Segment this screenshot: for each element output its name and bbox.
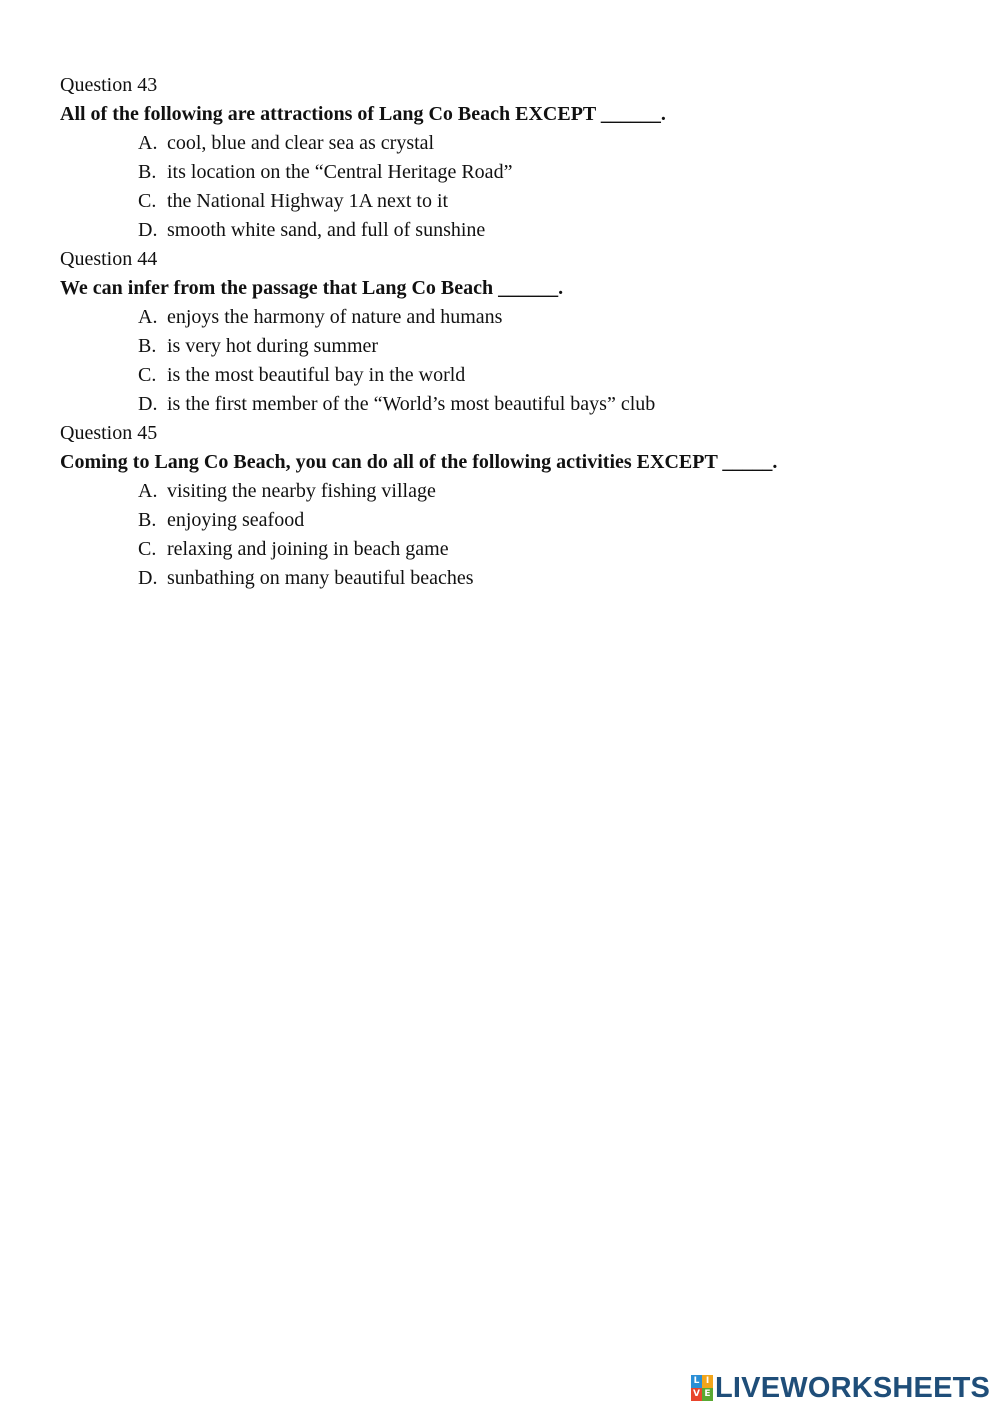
option-letter: A. xyxy=(138,480,158,502)
option-b[interactable] xyxy=(60,506,960,535)
option-text: enjoys the harmony of nature and humans xyxy=(167,306,503,328)
option-c[interactable] xyxy=(60,187,960,216)
liveworksheets-logo-icon xyxy=(691,1375,713,1401)
option-text: relaxing and joining in beach game xyxy=(167,538,449,560)
option-letter: C. xyxy=(138,190,157,212)
option-d[interactable] xyxy=(60,564,960,593)
option-letter: D. xyxy=(138,219,158,241)
option-letter: C. xyxy=(138,364,157,386)
logo-wordmark: LIVEWORKSHEETS xyxy=(715,1372,991,1404)
question-number: Question 44 xyxy=(60,248,158,270)
option-d[interactable] xyxy=(60,216,960,245)
option-text: cool, blue and clear sea as crystal xyxy=(167,132,435,154)
answer-options xyxy=(60,303,960,419)
option-text: enjoying seafood xyxy=(167,509,305,531)
option-letter: A. xyxy=(138,132,158,154)
option-a[interactable] xyxy=(60,303,960,332)
question-44 xyxy=(60,245,960,419)
logo-tile: L xyxy=(691,1375,702,1388)
option-c[interactable] xyxy=(60,361,960,390)
logo-tile: I xyxy=(702,1375,713,1388)
question-stem: We can infer from the passage that Lang Co Beach ______. xyxy=(60,277,564,299)
option-text: sunbathing on many beautiful beaches xyxy=(167,567,474,589)
option-d[interactable] xyxy=(60,390,960,419)
option-text: visiting the nearby fishing village xyxy=(167,480,436,502)
option-letter: A. xyxy=(138,306,158,328)
option-b[interactable] xyxy=(60,158,960,187)
option-letter: B. xyxy=(138,335,157,357)
question-number: Question 45 xyxy=(60,422,158,444)
option-text: smooth white sand, and full of sunshine xyxy=(167,219,486,241)
option-a[interactable] xyxy=(60,129,960,158)
option-text: the National Highway 1A next to it xyxy=(167,190,449,212)
option-a[interactable] xyxy=(60,477,960,506)
question-stem: All of the following are attractions of Lang Co Beach EXCEPT ______. xyxy=(60,103,666,125)
option-b[interactable] xyxy=(60,332,960,361)
question-43 xyxy=(60,71,960,245)
option-text: its location on the “Central Heritage Road” xyxy=(167,161,513,183)
liveworksheets-logo xyxy=(691,1371,990,1405)
logo-tile: V xyxy=(691,1388,702,1401)
question-number: Question 43 xyxy=(60,74,158,96)
option-letter: D. xyxy=(138,567,158,589)
option-letter: B. xyxy=(138,509,157,531)
question-stem: Coming to Lang Co Beach, you can do all of the following activities EXCEPT _____. xyxy=(60,451,778,473)
answer-options xyxy=(60,477,960,593)
option-c[interactable] xyxy=(60,535,960,564)
option-text: is the first member of the “World’s most beautiful bays” club xyxy=(167,393,656,415)
question-45 xyxy=(60,419,960,593)
option-letter: D. xyxy=(138,393,158,415)
option-text: is the most beautiful bay in the world xyxy=(167,364,466,386)
answer-options xyxy=(60,129,960,245)
option-letter: C. xyxy=(138,538,157,560)
option-letter: B. xyxy=(138,161,157,183)
worksheet-page xyxy=(60,71,960,593)
logo-tile: E xyxy=(702,1388,713,1401)
option-text: is very hot during summer xyxy=(167,335,379,357)
